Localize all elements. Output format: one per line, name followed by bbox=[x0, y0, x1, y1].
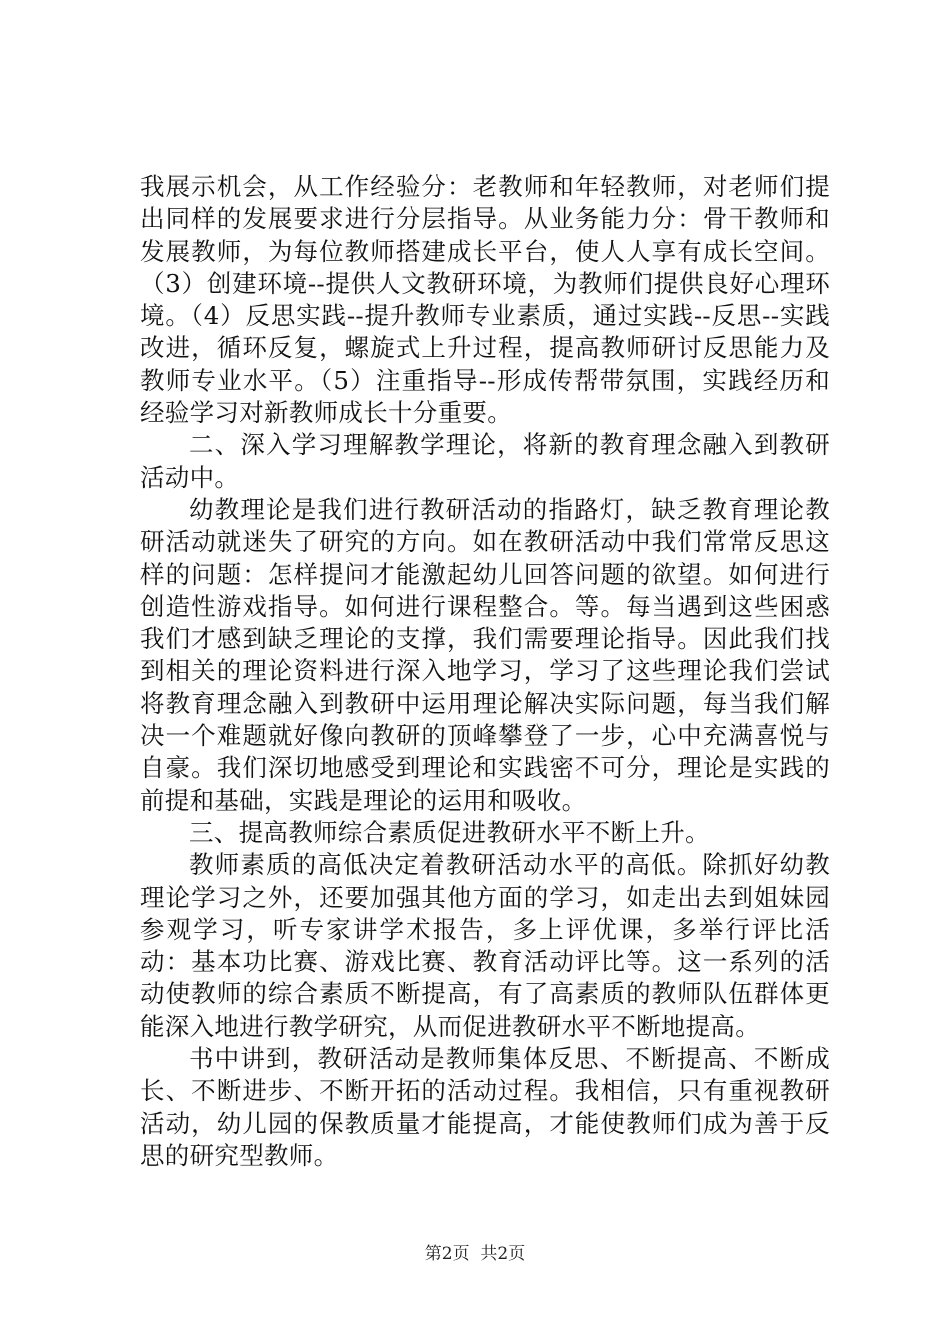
paragraph-2-heading: 二、深入学习理解教学理论，将新的教育理念融入到教研活动中。 bbox=[140, 430, 830, 492]
document-body bbox=[140, 171, 830, 1172]
paragraph-6: 书中讲到，教研活动是教师集体反思、不断提高、不断成长、不断进步、不断开拓的活动过程。我相信，只有重视教研活动，幼儿园的保教质量才能提高，才能使教师们成为善于反思的研究型教师。 bbox=[140, 1044, 830, 1170]
paragraph-5: 教师素质的高低决定着教研活动水平的高低。除抓好幼教理论学习之外，还要加强其他方面的学习，如走出去到姐妹园参观学习，听专家讲学术报告，多上评优课，多举行评比活动：基本功比赛、游戏比赛、教育活动评比等。这一系列的活动使教师的综合素质不断提高，有了高素质的教师队伍群体更能深入地进行教学研究，从而促进教研水平不断地提高。 bbox=[140, 850, 830, 1041]
page-footer bbox=[0, 1243, 950, 1265]
paragraph-1: 我展示机会，从工作经验分：老教师和年轻教师，对老师们提出同样的发展要求进行分层指导。从业务能力分：骨干教师和发展教师，为每位教师搭建成长平台，使人人享有成长空间。（3）创建环境--提供人文教研环境，为教师们提供良好心理环境。（4）反思实践--提升教师专业素质，通过实践--反思--实践改进，循环反复，螺旋式上升过程，提高教师研讨反思能力及教师专业水平。（5）注重指导--形成传帮带氛围，实践经历和经验学习对新教师成长十分重要。 bbox=[140, 172, 830, 428]
paragraph-4-heading: 三、提高教师综合素质促进教研水平不断上升。 bbox=[189, 817, 710, 847]
paragraph-3: 幼教理论是我们进行教研活动的指路灯，缺乏教育理论教研活动就迷失了研究的方向。如在教研活动中我们常常反思这样的问题：怎样提问才能激起幼儿回答问题的欲望。如何进行创造性游戏指导。如何进行课程整合。等。每当遇到这些困惑我们才感到缺乏理论的支撑，我们需要理论指导。因此我们找到相关的理论资料进行深入地学习，学习了这些理论我们尝试将教育理念融入到教研中运用理论解决实际问题，每当我们解决一个难题就好像向教研的顶峰攀登了一步，心中充满喜悦与自豪。我们深切地感受到理论和实践密不可分，理论是实践的前提和基础，实践是理论的运用和吸收。 bbox=[140, 494, 830, 815]
page-number-label: 第2页 共2页 bbox=[424, 1244, 526, 1264]
